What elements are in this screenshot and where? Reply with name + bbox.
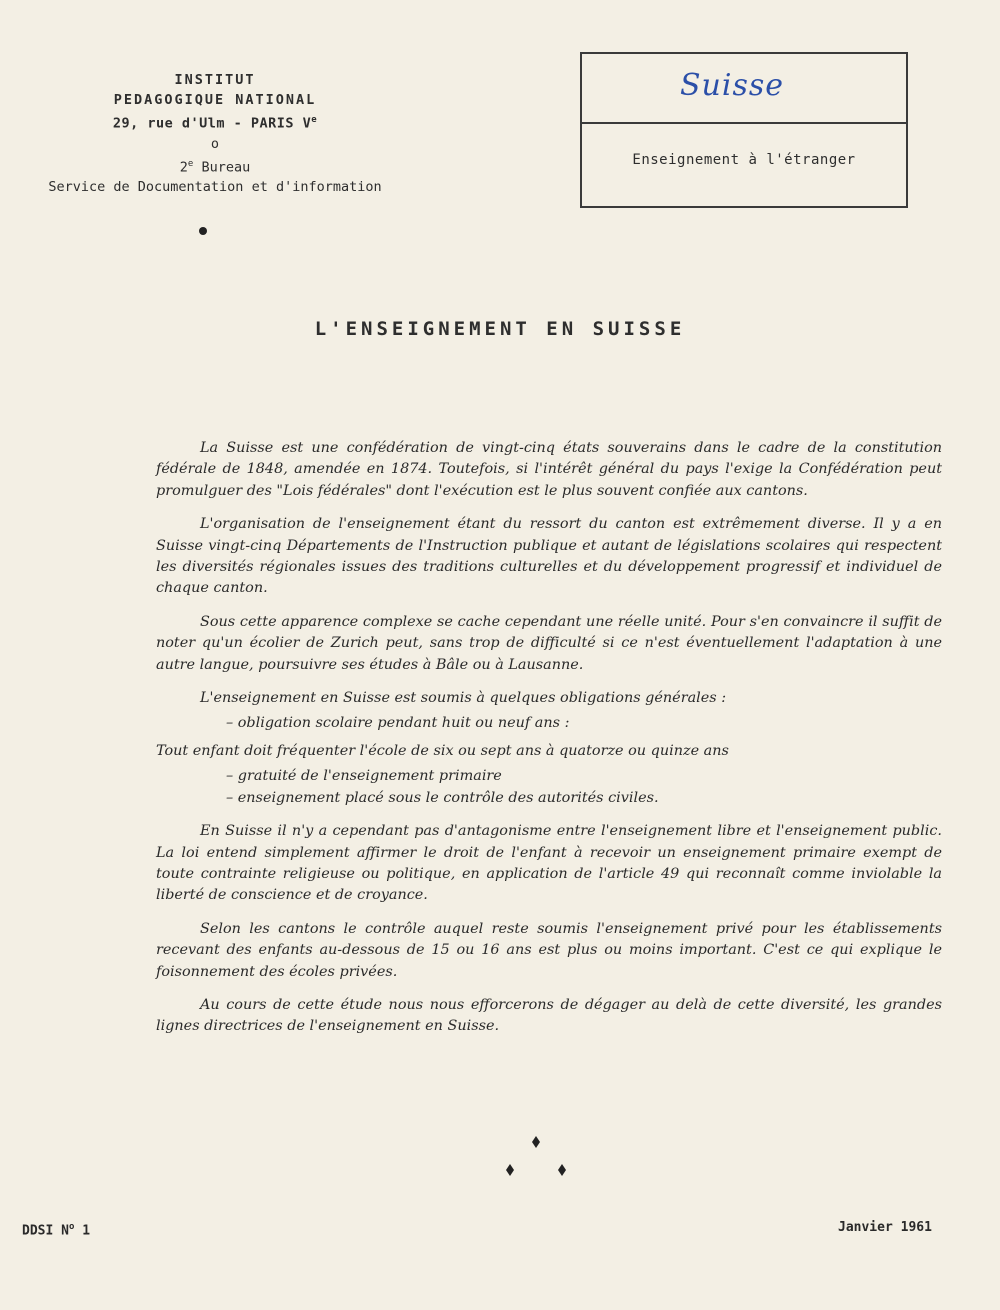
- country-cell: [582, 54, 906, 124]
- section-label: Enseignement à l'étranger: [632, 152, 856, 168]
- diamond-ornament-left: [506, 1164, 514, 1176]
- institute-address: 29, rue d'Ulm - PARIS Ve: [112, 115, 318, 132]
- bullet-dot: [199, 227, 207, 235]
- paragraph-6: En Suisse il n'y a cependant pas d'antagonisme entre l'enseignement libre et l'enseignement public. La loi entend simplement affirmer le droit de l'enfant à recevoir un enseignement primaire exempt de toute contrainte religieuse ou politique, en application de l'article 49 qui reconnaît comme inviolable la liberté de conscience et de croyance.: [156, 823, 942, 904]
- list-item: – enseignement placé sous le contrôle des autorités civiles.: [226, 789, 659, 806]
- paragraph-3: Sous cette apparence complexe se cache cependant une réelle unité. Pour s'en convaincre il suffit de noter qu'un écolier de Zurich peut, sans trop de difficulté si ce n'est éventuellement l'adaptation à une autre langue, poursuivre ses études à Bâle ou à Lausanne.: [156, 613, 942, 673]
- institute-line-1: INSTITUT: [174, 72, 256, 88]
- circle-mark: o: [210, 135, 220, 152]
- page-title: L'ENSEIGNEMENT EN SUISSE: [314, 318, 686, 340]
- classification-box: [580, 52, 908, 208]
- paragraph-7: Selon les cantons le contrôle auquel reste soumis l'enseignement privé pour les établissements recevant des enfants au-dessous de 15 ou 16 ans est plus ou moins important. C'est ce qui explique le foisonnement des écoles privées.: [156, 920, 942, 980]
- document-date: Janvier 1961: [838, 1220, 932, 1235]
- institute-line-2: PEDAGOGIQUE NATIONAL: [113, 92, 317, 108]
- service-line: Service de Documentation et d'information: [48, 179, 382, 195]
- paragraph-1: La Suisse est une confédération de vingt-cinq états souverains dans le cadre de la constitution fédérale de 1848, amendée en 1874. Toutefois, si l'intérêt général du pays l'exige la Confédération peut promulguer des "Lois fédérales" dont l'exécution est le plus souvent confiée aux cantons.: [156, 440, 942, 499]
- paragraph-8: Au cours de cette étude nous nous efforcerons de dégager au delà de cette diversité, les grandes lignes directrices de l'enseignement en Suisse.: [156, 996, 942, 1035]
- paragraph-5: Tout enfant doit fréquenter l'école de six ou sept ans à quatorze ou quinze ans: [156, 742, 729, 759]
- institute-header: [20, 70, 410, 197]
- document-reference: DDSI $N^o$ 1: [22, 1222, 91, 1239]
- obligation-list-1: [156, 713, 942, 734]
- obligation-list-2: [156, 766, 942, 809]
- country-handwritten: Suisse: [680, 68, 785, 103]
- body-text: [156, 438, 942, 1050]
- list-item: – gratuité de l'enseignement primaire: [226, 768, 502, 785]
- diamond-ornament-right: [558, 1164, 566, 1176]
- diamond-ornament-top: [532, 1136, 540, 1148]
- paragraph-2: L'organisation de l'enseignement étant du ressort du canton est extrêmement diverse. Il y a en Suisse vingt-cinq Départements de l'Instruction publique et autant de législations scolaires qui respectent les diversités régionales issues des traditions culturelles et du développement progressif et individuel de chaque canton.: [156, 516, 942, 597]
- paragraph-4: L'enseignement en Suisse est soumis à quelques obligations générales :: [200, 690, 727, 707]
- bureau-line: 2e Bureau: [179, 158, 251, 175]
- list-item: – obligation scolaire pendant huit ou neuf ans :: [226, 715, 570, 732]
